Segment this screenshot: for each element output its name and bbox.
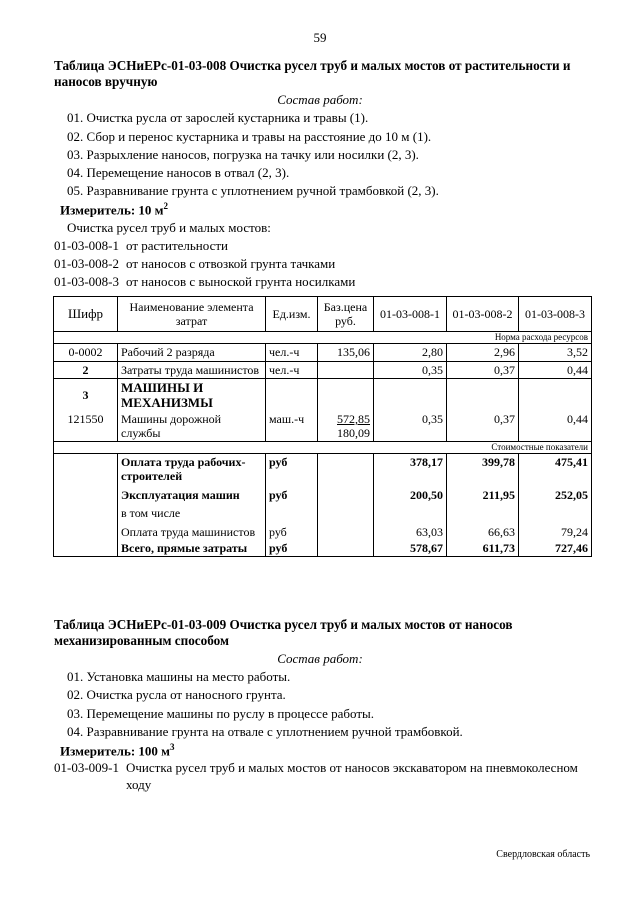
cell-v3: 475,41 [519, 454, 592, 485]
cell-v3: 0,44 [519, 411, 592, 442]
table1-code-desc: от наносов с выноской грунта носилками [126, 274, 356, 289]
table1-intro: Очистка русел труб и малых мостов: [67, 220, 271, 235]
cell-v3: 3,52 [519, 344, 592, 362]
cell-name: Машины дорожной службы [118, 411, 266, 442]
table-row [54, 379, 592, 412]
resource-norm-table [53, 296, 592, 557]
table-row [54, 540, 592, 557]
cell-v2: 0,37 [447, 411, 519, 442]
table-row [54, 484, 592, 503]
cell-name: Оплата труда машинистов [118, 521, 266, 540]
cell-unit: чел.-ч [266, 344, 318, 362]
table1-work-item: 03. Разрыхление наносов, погрузка на тачку или носилки (2, 3). [67, 147, 419, 162]
cell-v1: 0,35 [374, 362, 447, 379]
cell-v1: 378,17 [374, 454, 447, 485]
cell-name: МАШИНЫ И МЕХАНИЗМЫ [118, 379, 266, 412]
table1-code: 01-03-008-3 [54, 274, 119, 289]
table-row [54, 454, 592, 485]
table2-measure: Измеритель: 100 $м^3$ [60, 742, 175, 759]
cell-unit: чел.-ч [266, 362, 318, 379]
table1-sostav-label: Состав работ: [277, 92, 363, 107]
band-row [54, 442, 592, 454]
cell-v2: 399,78 [447, 454, 519, 485]
table2-title: Таблица ЭСНиЕРс-01-03-009 Очистка русел труб и малых мостов от наносов механизированным способом [54, 617, 513, 648]
cell-unit: руб [266, 540, 318, 557]
table1-work-item: 05. Разравнивание грунта с уплотнением ручной трамбовкой (2, 3). [67, 183, 439, 198]
table2-work-item: 03. Перемещение машины по руслу в процессе работы. [67, 706, 374, 721]
table1-work-item: 04. Перемещение наносов в отвал (2, 3). [67, 165, 290, 180]
table2-work-item: 01. Установка машины на место работы. [67, 669, 291, 684]
table1-work-item: 02. Сбор и перенос кустарника и травы на расстояние до 10 м (1). [67, 129, 432, 144]
table1-title: Таблица ЭСНиЕРс-01-03-008 Очистка русел труб и малых мостов от растительности и наносов вручную [54, 58, 571, 89]
cell-v3: 727,46 [519, 540, 592, 557]
cell-name: Оплата труда рабочих-строителей [118, 454, 266, 485]
band-row [54, 332, 592, 344]
cell-v1: 63,03 [374, 521, 447, 540]
table-row [54, 411, 592, 442]
table2-code: 01-03-009-1 [54, 760, 119, 775]
cell-name: Эксплуатация машин [118, 484, 266, 503]
header-name: Наименование элемента затрат [118, 297, 266, 332]
table-row [54, 521, 592, 540]
band-cost-label: Стоимостные показатели [54, 442, 592, 454]
cell-shifr: 3 [54, 379, 118, 412]
cell-shifr: 2 [54, 362, 118, 379]
cell-v2: 611,73 [447, 540, 519, 557]
cell-v2: 66,63 [447, 521, 519, 540]
table1-code: 01-03-008-2 [54, 256, 119, 271]
header-col1: 01-03-008-1 [374, 297, 447, 332]
table2-code-desc-cont: ходу [126, 777, 152, 792]
cell-price [318, 362, 374, 379]
table2-code-desc: Очистка русел труб и малых мостов от наносов экскаватором на пневмоколесном [126, 760, 578, 775]
table1-code-desc: от наносов с отвозкой грунта тачками [126, 256, 336, 271]
band-norm-label: Норма расхода ресурсов [54, 332, 592, 344]
cell-v1: 578,67 [374, 540, 447, 557]
cell-name: в том числе [118, 503, 266, 521]
footer-region: Свердловская область [496, 849, 590, 860]
table-row [54, 503, 592, 521]
cell-name: Затраты труда машинистов [118, 362, 266, 379]
cell-v3: 0,44 [519, 362, 592, 379]
cell-v1: 200,50 [374, 484, 447, 503]
cell-shifr: 121550 [54, 411, 118, 442]
table1-code-desc: от растительности [126, 238, 228, 253]
cell-v1: 0,35 [374, 411, 447, 442]
page-number: 59 [313, 30, 327, 45]
cell-unit: руб [266, 484, 318, 503]
cell-name: Всего, прямые затраты [118, 540, 266, 557]
table2-work-item: 02. Очистка русла от наносного грунта. [67, 687, 286, 702]
header-shifr: Шифр [54, 297, 118, 332]
cell-price: 135,06 [318, 344, 374, 362]
header-col2: 01-03-008-2 [447, 297, 519, 332]
cell-v1: 2,80 [374, 344, 447, 362]
table-row [54, 344, 592, 362]
header-col3: 01-03-008-3 [519, 297, 592, 332]
cell-v3: 252,05 [519, 484, 592, 503]
table-row [54, 362, 592, 379]
cell-unit: маш.-ч [266, 411, 318, 442]
table1-measure: Измеритель: 10 $м^2$ [60, 201, 169, 218]
cell-shifr: 0-0002 [54, 344, 118, 362]
header-unit: Ед.изм. [266, 297, 318, 332]
cell-v2: 0,37 [447, 362, 519, 379]
cell-name: Рабочий 2 разряда [118, 344, 266, 362]
header-base-price: Баз.цена руб. [318, 297, 374, 332]
table2-work-item: 04. Разравнивание грунта на отвале с уплотнением ручной трамбовкой. [67, 724, 463, 739]
table1-code: 01-03-008-1 [54, 238, 119, 253]
table-header-row [54, 297, 592, 332]
cell-price: 572,85 180,09 [318, 411, 374, 442]
table1-work-item: 01. Очистка русла от зарослей кустарника и травы (1). [67, 110, 369, 125]
cell-unit: руб [266, 521, 318, 540]
table2-sostav-label: Состав работ: [277, 651, 363, 666]
cell-v2: 211,95 [447, 484, 519, 503]
cell-unit: руб [266, 454, 318, 485]
cell-v2: 2,96 [447, 344, 519, 362]
cell-v3: 79,24 [519, 521, 592, 540]
